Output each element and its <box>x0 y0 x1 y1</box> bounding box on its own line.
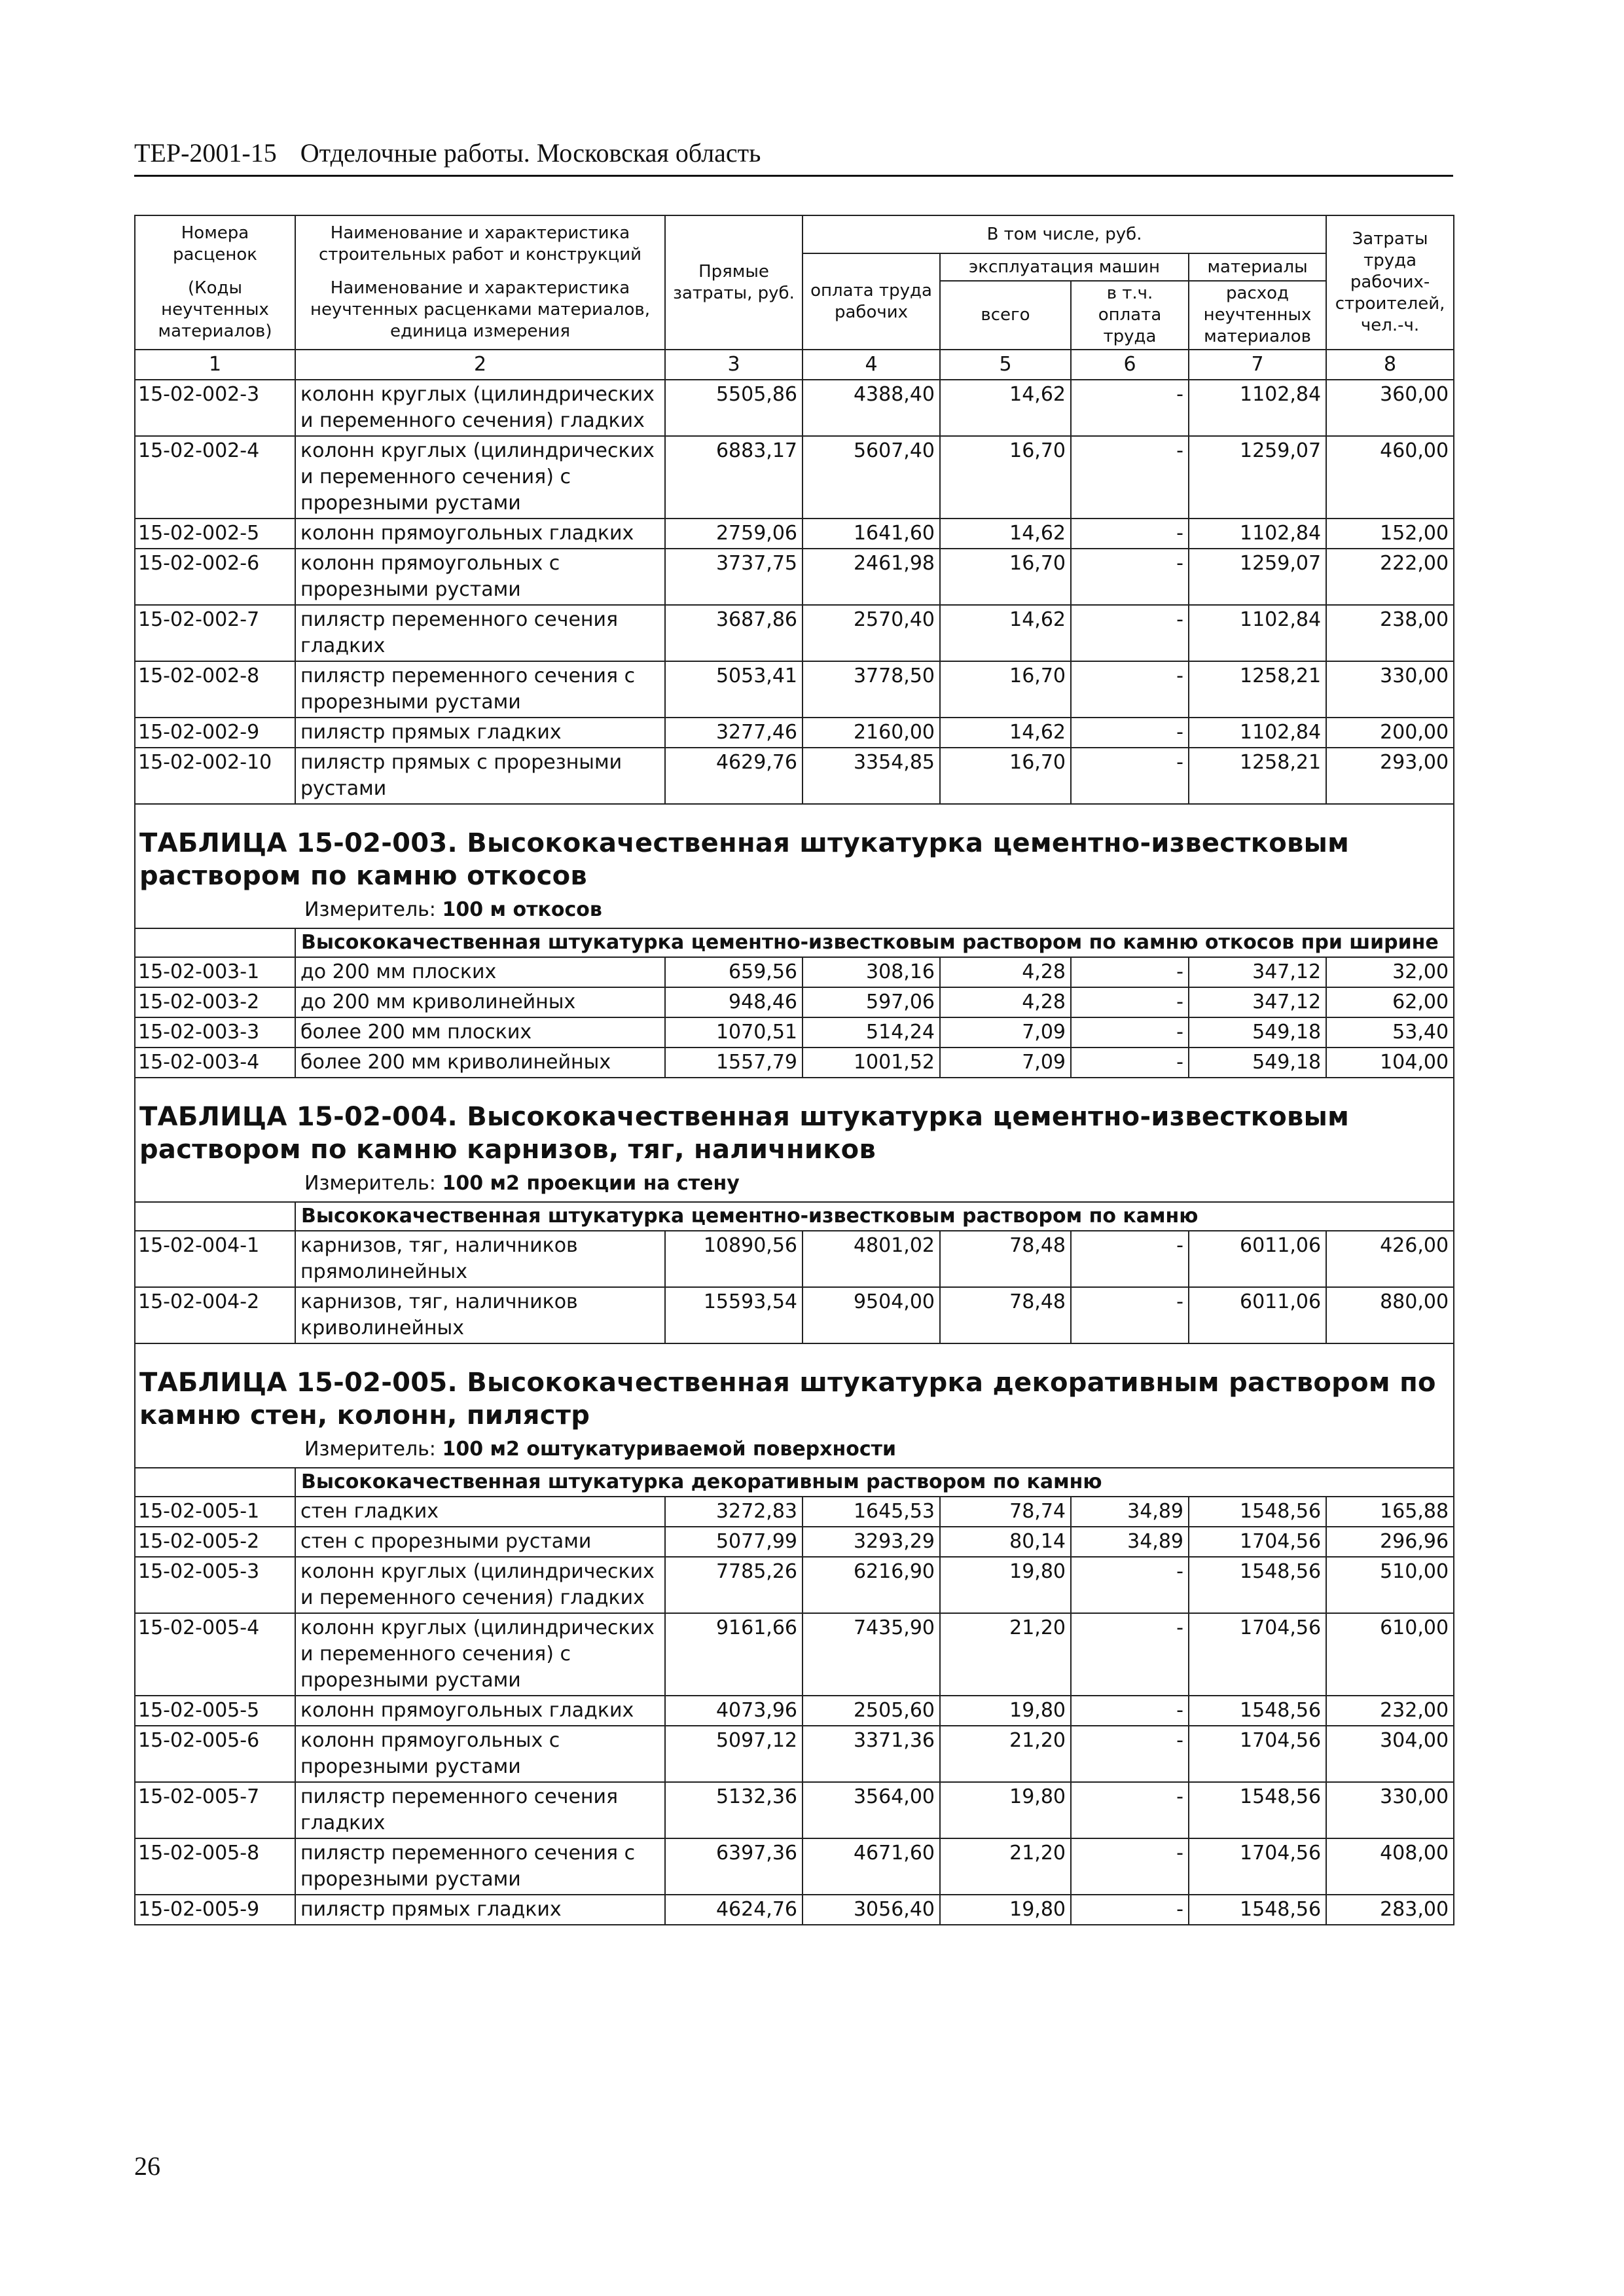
direct-costs: 1557,79 <box>665 1048 803 1078</box>
materials: 1259,07 <box>1189 549 1326 605</box>
subheader-blank <box>135 928 295 957</box>
header-machines-labor: в т.ч. оплата труда <box>1071 281 1189 350</box>
machines-labor: - <box>1071 1017 1189 1048</box>
labor-pay: 4801,02 <box>803 1231 940 1287</box>
rate-code: 15-02-002-7 <box>135 605 295 661</box>
machines-total: 16,70 <box>940 748 1071 804</box>
labor-hours: 296,96 <box>1326 1527 1454 1557</box>
direct-costs: 2759,06 <box>665 519 803 549</box>
header-labor-hours: Затраты труда рабочих-строителей, чел.-ч. <box>1326 215 1454 350</box>
labor-hours: 460,00 <box>1326 436 1454 519</box>
work-name: карнизов, тяг, наличников прямолинейных <box>295 1231 665 1287</box>
machines-labor: - <box>1071 549 1189 605</box>
section-title: ТАБЛИЦА 15-02-004. Высококачественная штукатурка цементно-известковым раствором по камню карнизов, тяг, наличников <box>139 1102 1350 1165</box>
unit-label: Измеритель: <box>304 1172 436 1195</box>
labor-hours: 283,00 <box>1326 1895 1454 1925</box>
machines-total: 19,80 <box>940 1895 1071 1925</box>
work-name: более 200 мм криволинейных <box>295 1048 665 1078</box>
machines-total: 21,20 <box>940 1726 1071 1782</box>
header-machines-group: эксплуатация машин <box>940 253 1189 281</box>
section-gap-cell <box>135 1343 1454 1362</box>
materials: 1102,84 <box>1189 718 1326 748</box>
section-header-cell <box>135 1097 1454 1202</box>
table-row <box>135 549 1454 605</box>
machines-labor: 34,89 <box>1071 1527 1189 1557</box>
table-row <box>135 1017 1454 1048</box>
labor-pay: 3056,40 <box>803 1895 940 1925</box>
section-gap-cell <box>135 804 1454 823</box>
subheader-row <box>135 928 1454 957</box>
machines-labor: - <box>1071 380 1189 436</box>
page-number: 26 <box>134 2151 160 2181</box>
labor-hours: 330,00 <box>1326 661 1454 718</box>
subheader-text: Высококачественная штукатурка цементно-известковым раствором по камню откосов при ширине <box>295 928 1454 957</box>
labor-pay: 2505,60 <box>803 1696 940 1726</box>
machines-labor: - <box>1071 436 1189 519</box>
work-name: колонн прямоугольных с прорезными рустами <box>295 1726 665 1782</box>
document-code: ТЕР-2001-15 <box>134 138 277 168</box>
table-row <box>135 1726 1454 1782</box>
work-name: пилястр переменного сечения с прорезными рустами <box>295 1838 665 1895</box>
machines-labor: - <box>1071 1613 1189 1696</box>
table-row <box>135 1782 1454 1838</box>
labor-hours: 165,88 <box>1326 1497 1454 1527</box>
materials: 6011,06 <box>1189 1231 1326 1287</box>
table-section-header <box>135 823 1454 928</box>
direct-costs: 5077,99 <box>665 1527 803 1557</box>
section-gap-cell <box>135 1078 1454 1097</box>
table-row <box>135 1231 1454 1287</box>
work-name: более 200 мм плоских <box>295 1017 665 1048</box>
work-name: пилястр прямых гладких <box>295 718 665 748</box>
machines-labor: - <box>1071 605 1189 661</box>
labor-hours: 222,00 <box>1326 549 1454 605</box>
rate-code: 15-02-002-6 <box>135 549 295 605</box>
direct-costs: 5053,41 <box>665 661 803 718</box>
table-row <box>135 748 1454 804</box>
materials: 1548,56 <box>1189 1557 1326 1613</box>
column-number: 5 <box>940 350 1071 380</box>
table-row <box>135 519 1454 549</box>
header-labor-pay: оплата труда рабочих <box>803 253 940 350</box>
rates-table-body <box>135 215 1454 1925</box>
work-name: пилястр прямых с прорезными рустами <box>295 748 665 804</box>
materials: 1258,21 <box>1189 748 1326 804</box>
labor-pay: 514,24 <box>803 1017 940 1048</box>
labor-hours: 62,00 <box>1326 987 1454 1017</box>
work-name: колонн круглых (цилиндрических и переменного сечения) с прорезными рустами <box>295 1613 665 1696</box>
table-row <box>135 718 1454 748</box>
rate-code: 15-02-004-1 <box>135 1231 295 1287</box>
section-title: ТАБЛИЦА 15-02-003. Высококачественная штукатурка цементно-известковым раствором по камню откосов <box>139 828 1350 891</box>
labor-hours: 53,40 <box>1326 1017 1454 1048</box>
rate-code: 15-02-005-4 <box>135 1613 295 1696</box>
materials: 1102,84 <box>1189 519 1326 549</box>
header-name-bottom: Наименование и характеристика неучтенных расценками материалов, единица измерения <box>310 278 651 341</box>
rate-code: 15-02-005-1 <box>135 1497 295 1527</box>
rate-code: 15-02-002-8 <box>135 661 295 718</box>
rate-code: 15-02-005-9 <box>135 1895 295 1925</box>
materials: 1258,21 <box>1189 661 1326 718</box>
work-name: до 200 мм плоских <box>295 957 665 987</box>
direct-costs: 3687,86 <box>665 605 803 661</box>
labor-pay: 3564,00 <box>803 1782 940 1838</box>
machines-labor: - <box>1071 1231 1189 1287</box>
labor-hours: 238,00 <box>1326 605 1454 661</box>
rate-code: 15-02-003-3 <box>135 1017 295 1048</box>
direct-costs: 948,46 <box>665 987 803 1017</box>
materials: 1259,07 <box>1189 436 1326 519</box>
work-name: колонн прямоугольных гладких <box>295 1696 665 1726</box>
machines-total: 4,28 <box>940 987 1071 1017</box>
labor-hours: 293,00 <box>1326 748 1454 804</box>
direct-costs: 3737,75 <box>665 549 803 605</box>
section-title: ТАБЛИЦА 15-02-005. Высококачественная штукатурка декоративным раствором по камню стен, колонн, пилястр <box>139 1368 1436 1430</box>
work-name: колонн круглых (цилиндрических и переменного сечения) с прорезными рустами <box>295 436 665 519</box>
direct-costs: 4624,76 <box>665 1895 803 1925</box>
labor-hours: 330,00 <box>1326 1782 1454 1838</box>
header-name-top: Наименование и характеристика строительных работ и конструкций <box>318 223 642 264</box>
machines-total: 16,70 <box>940 436 1071 519</box>
machines-labor: - <box>1071 661 1189 718</box>
table-row <box>135 1613 1454 1696</box>
materials: 1548,56 <box>1189 1895 1326 1925</box>
header-code-bottom: (Коды неучтенных материалов) <box>158 278 272 341</box>
work-name: стен гладких <box>295 1497 665 1527</box>
unit-value: 100 м2 проекции на стену <box>442 1172 740 1195</box>
labor-pay: 3354,85 <box>803 748 940 804</box>
section-gap <box>135 804 1454 823</box>
column-number: 1 <box>135 350 295 380</box>
rates-table <box>134 215 1454 1925</box>
header-code-top: Номера расценок <box>172 223 258 264</box>
header-code-cell <box>135 215 295 350</box>
labor-pay: 3293,29 <box>803 1527 940 1557</box>
subheader-row <box>135 1202 1454 1231</box>
subheader-blank <box>135 1202 295 1231</box>
labor-hours: 304,00 <box>1326 1726 1454 1782</box>
machines-labor: - <box>1071 1726 1189 1782</box>
rate-code: 15-02-005-5 <box>135 1696 295 1726</box>
machines-total: 14,62 <box>940 718 1071 748</box>
section-unit <box>139 1432 1451 1463</box>
labor-hours: 360,00 <box>1326 380 1454 436</box>
table-row <box>135 1838 1454 1895</box>
labor-hours: 510,00 <box>1326 1557 1454 1613</box>
direct-costs: 3277,46 <box>665 718 803 748</box>
machines-labor: - <box>1071 1696 1189 1726</box>
column-number: 2 <box>295 350 665 380</box>
column-numbers-row <box>135 350 1454 380</box>
unit-label: Измеритель: <box>304 1438 436 1461</box>
direct-costs: 5097,12 <box>665 1726 803 1782</box>
labor-pay: 4671,60 <box>803 1838 940 1895</box>
labor-pay: 5607,40 <box>803 436 940 519</box>
table-row <box>135 380 1454 436</box>
table-row <box>135 1497 1454 1527</box>
work-name: карнизов, тяг, наличников криволинейных <box>295 1287 665 1343</box>
machines-total: 16,70 <box>940 661 1071 718</box>
direct-costs: 3272,83 <box>665 1497 803 1527</box>
header-name-cell <box>295 215 665 350</box>
labor-pay: 308,16 <box>803 957 940 987</box>
machines-total: 21,20 <box>940 1838 1071 1895</box>
machines-total: 78,74 <box>940 1497 1071 1527</box>
section-unit <box>139 1166 1451 1197</box>
direct-costs: 659,56 <box>665 957 803 987</box>
direct-costs: 5505,86 <box>665 380 803 436</box>
labor-hours: 880,00 <box>1326 1287 1454 1343</box>
section-header-cell <box>135 823 1454 928</box>
work-name: колонн прямоугольных с прорезными рустами <box>295 549 665 605</box>
table-row <box>135 1557 1454 1613</box>
machines-labor: 34,89 <box>1071 1497 1189 1527</box>
subheader-blank <box>135 1468 295 1497</box>
machines-labor: - <box>1071 519 1189 549</box>
labor-hours: 610,00 <box>1326 1613 1454 1696</box>
rate-code: 15-02-003-2 <box>135 987 295 1017</box>
machines-total: 14,62 <box>940 380 1071 436</box>
direct-costs: 6883,17 <box>665 436 803 519</box>
materials: 1704,56 <box>1189 1838 1326 1895</box>
table-row <box>135 957 1454 987</box>
header-materials-unaccounted: расход неучтенных материалов <box>1189 281 1326 350</box>
materials: 1548,56 <box>1189 1497 1326 1527</box>
machines-labor: - <box>1071 1048 1189 1078</box>
labor-pay: 2461,98 <box>803 549 940 605</box>
subheader-text: Высококачественная штукатурка декоративным раствором по камню <box>295 1468 1454 1497</box>
rate-code: 15-02-005-7 <box>135 1782 295 1838</box>
unit-value: 100 м2 оштукатуриваемой поверхности <box>442 1438 897 1461</box>
labor-pay: 1001,52 <box>803 1048 940 1078</box>
rate-code: 15-02-003-4 <box>135 1048 295 1078</box>
work-name: колонн прямоугольных гладких <box>295 519 665 549</box>
machines-total: 7,09 <box>940 1017 1071 1048</box>
work-name: пилястр прямых гладких <box>295 1895 665 1925</box>
labor-hours: 232,00 <box>1326 1696 1454 1726</box>
materials: 6011,06 <box>1189 1287 1326 1343</box>
machines-labor: - <box>1071 718 1189 748</box>
labor-pay: 2160,00 <box>803 718 940 748</box>
table-row <box>135 1287 1454 1343</box>
machines-total: 80,14 <box>940 1527 1071 1557</box>
work-name: пилястр переменного сечения гладких <box>295 605 665 661</box>
page-header <box>134 137 1453 177</box>
machines-total: 19,80 <box>940 1696 1071 1726</box>
labor-pay: 597,06 <box>803 987 940 1017</box>
rate-code: 15-02-005-6 <box>135 1726 295 1782</box>
materials: 347,12 <box>1189 957 1326 987</box>
table-row <box>135 661 1454 718</box>
unit-label: Измеритель: <box>304 898 436 921</box>
rate-code: 15-02-003-1 <box>135 957 295 987</box>
table-row <box>135 605 1454 661</box>
rate-code: 15-02-002-5 <box>135 519 295 549</box>
rate-code: 15-02-002-10 <box>135 748 295 804</box>
table-row <box>135 1696 1454 1726</box>
materials: 549,18 <box>1189 1017 1326 1048</box>
column-number: 7 <box>1189 350 1326 380</box>
materials: 1704,56 <box>1189 1613 1326 1696</box>
unit-value: 100 м откосов <box>442 898 602 921</box>
section-unit <box>139 892 1451 924</box>
labor-hours: 32,00 <box>1326 957 1454 987</box>
machines-labor: - <box>1071 1782 1189 1838</box>
labor-pay: 4388,40 <box>803 380 940 436</box>
direct-costs: 15593,54 <box>665 1287 803 1343</box>
machines-total: 78,48 <box>940 1287 1071 1343</box>
machines-labor: - <box>1071 748 1189 804</box>
labor-pay: 3371,36 <box>803 1726 940 1782</box>
labor-hours: 104,00 <box>1326 1048 1454 1078</box>
direct-costs: 7785,26 <box>665 1557 803 1613</box>
rate-code: 15-02-004-2 <box>135 1287 295 1343</box>
labor-pay: 6216,90 <box>803 1557 940 1613</box>
machines-total: 7,09 <box>940 1048 1071 1078</box>
labor-pay: 7435,90 <box>803 1613 940 1696</box>
section-gap <box>135 1078 1454 1097</box>
direct-costs: 6397,36 <box>665 1838 803 1895</box>
machines-total: 19,80 <box>940 1557 1071 1613</box>
labor-pay: 3778,50 <box>803 661 940 718</box>
labor-hours: 426,00 <box>1326 1231 1454 1287</box>
machines-total: 4,28 <box>940 957 1071 987</box>
direct-costs: 9161,66 <box>665 1613 803 1696</box>
column-number: 6 <box>1071 350 1189 380</box>
materials: 347,12 <box>1189 987 1326 1017</box>
column-number: 3 <box>665 350 803 380</box>
machines-total: 78,48 <box>940 1231 1071 1287</box>
labor-pay: 9504,00 <box>803 1287 940 1343</box>
header-direct-costs: Прямые затраты, руб. <box>665 215 803 350</box>
machines-labor: - <box>1071 1287 1189 1343</box>
labor-pay: 1645,53 <box>803 1497 940 1527</box>
table-row <box>135 1527 1454 1557</box>
column-number: 4 <box>803 350 940 380</box>
materials: 1704,56 <box>1189 1726 1326 1782</box>
labor-hours: 152,00 <box>1326 519 1454 549</box>
direct-costs: 10890,56 <box>665 1231 803 1287</box>
rate-code: 15-02-002-4 <box>135 436 295 519</box>
subheader-text: Высококачественная штукатурка цементно-известковым раствором по камню <box>295 1202 1454 1231</box>
direct-costs: 4629,76 <box>665 748 803 804</box>
machines-labor: - <box>1071 1557 1189 1613</box>
rate-code: 15-02-005-2 <box>135 1527 295 1557</box>
labor-pay: 1641,60 <box>803 519 940 549</box>
document-title: Отделочные работы. Московская область <box>300 138 761 168</box>
machines-labor: - <box>1071 1838 1189 1895</box>
work-name: стен с прорезными рустами <box>295 1527 665 1557</box>
labor-hours: 200,00 <box>1326 718 1454 748</box>
materials: 549,18 <box>1189 1048 1326 1078</box>
labor-hours: 408,00 <box>1326 1838 1454 1895</box>
materials: 1102,84 <box>1189 380 1326 436</box>
work-name: пилястр переменного сечения с прорезными рустами <box>295 661 665 718</box>
table-row <box>135 1048 1454 1078</box>
work-name: колонн круглых (цилиндрических и переменного сечения) гладких <box>295 380 665 436</box>
machines-labor: - <box>1071 957 1189 987</box>
direct-costs: 1070,51 <box>665 1017 803 1048</box>
table-row <box>135 436 1454 519</box>
header-machines-total: всего <box>940 281 1071 350</box>
table-section-header <box>135 1097 1454 1202</box>
header-row-1 <box>135 215 1454 253</box>
table-section-header <box>135 1362 1454 1468</box>
rate-code: 15-02-005-8 <box>135 1838 295 1895</box>
column-number: 8 <box>1326 350 1454 380</box>
materials: 1548,56 <box>1189 1782 1326 1838</box>
table-row <box>135 987 1454 1017</box>
labor-pay: 2570,40 <box>803 605 940 661</box>
header-including-group: В том числе, руб. <box>803 215 1326 253</box>
section-gap <box>135 1343 1454 1362</box>
machines-total: 21,20 <box>940 1613 1071 1696</box>
direct-costs: 5132,36 <box>665 1782 803 1838</box>
rate-code: 15-02-002-3 <box>135 380 295 436</box>
machines-total: 19,80 <box>940 1782 1071 1838</box>
header-materials-group: материалы <box>1189 253 1326 281</box>
work-name: пилястр переменного сечения гладких <box>295 1782 665 1838</box>
subheader-row <box>135 1468 1454 1497</box>
materials: 1102,84 <box>1189 605 1326 661</box>
machines-total: 16,70 <box>940 549 1071 605</box>
machines-labor: - <box>1071 987 1189 1017</box>
section-header-cell <box>135 1362 1454 1468</box>
direct-costs: 4073,96 <box>665 1696 803 1726</box>
materials: 1704,56 <box>1189 1527 1326 1557</box>
rate-code: 15-02-005-3 <box>135 1557 295 1613</box>
work-name: до 200 мм криволинейных <box>295 987 665 1017</box>
work-name: колонн круглых (цилиндрических и переменного сечения) гладких <box>295 1557 665 1613</box>
machines-total: 14,62 <box>940 605 1071 661</box>
materials: 1548,56 <box>1189 1696 1326 1726</box>
table-row <box>135 1895 1454 1925</box>
machines-labor: - <box>1071 1895 1189 1925</box>
machines-total: 14,62 <box>940 519 1071 549</box>
rate-code: 15-02-002-9 <box>135 718 295 748</box>
